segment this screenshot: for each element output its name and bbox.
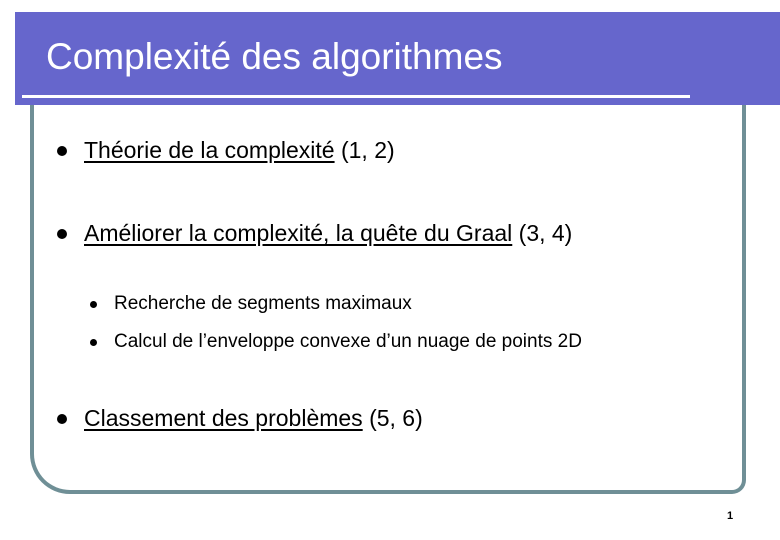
title-bar-extension: [695, 12, 780, 105]
slide-title: Complexité des algorithmes: [46, 36, 503, 77]
bullet-suffix: (5, 6): [362, 405, 423, 431]
sub-bullet-icon: [90, 339, 97, 346]
title-underline: [22, 95, 690, 98]
bullet-item-improve-complexity: [57, 220, 572, 247]
sub-bullet-maximal-segments: [90, 293, 412, 315]
sub-bullet-convex-hull: [90, 331, 582, 353]
page-number: 1: [727, 510, 734, 522]
bullet-suffix: (1, 2): [334, 137, 395, 163]
sub-bullet-text: Calcul de l’enveloppe convexe d’un nuage de points 2D: [114, 331, 582, 352]
bullet-icon: [57, 414, 67, 424]
bullet-item-complexity-theory: [57, 137, 395, 164]
bullet-icon: [57, 229, 67, 239]
link-complexity-theory[interactable]: Théorie de la complexité: [84, 137, 335, 163]
link-improve-complexity[interactable]: Améliorer la complexité, la quête du Graal: [84, 220, 513, 246]
sub-bullet-text: Recherche de segments maximaux: [114, 293, 412, 314]
bullet-item-problem-classification: [57, 405, 423, 432]
link-problem-classification[interactable]: Classement des problèmes: [84, 405, 363, 431]
sub-bullet-icon: [90, 301, 97, 308]
bullet-icon: [57, 146, 67, 156]
bullet-suffix: (3, 4): [512, 220, 573, 246]
